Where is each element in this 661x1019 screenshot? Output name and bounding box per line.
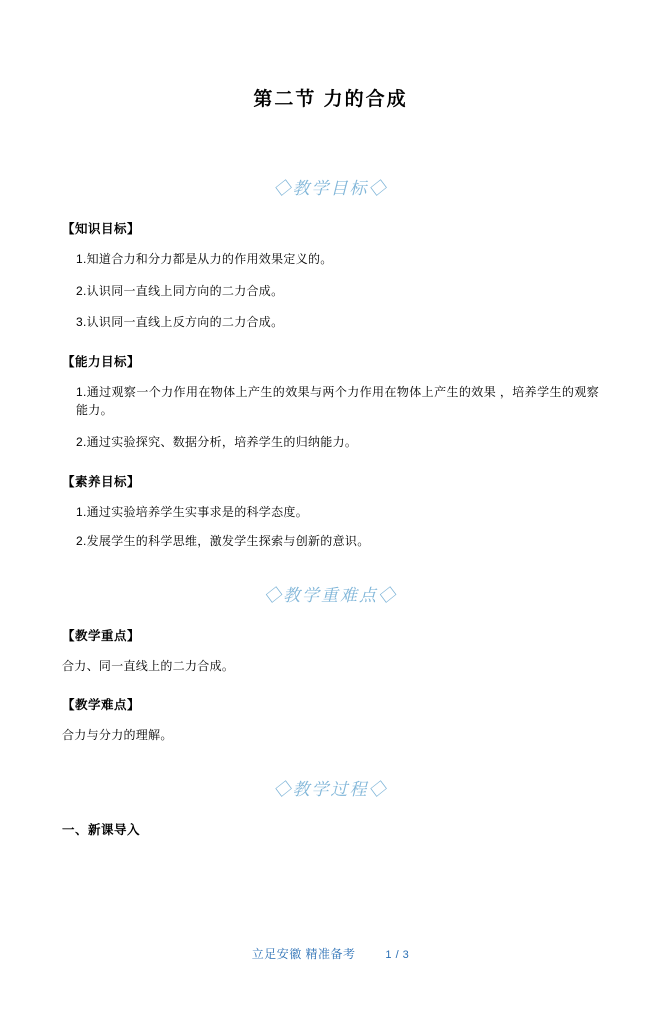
group-label-difficult-point: 【教学难点】 — [62, 698, 141, 713]
list-item: 3.认识同一直线上反方向的二力合成。 — [76, 315, 284, 330]
list-item: 1.通过实验培养学生实事求是的科学态度。 — [76, 504, 309, 519]
footer-text: 立足安徽 精准备考 — [251, 947, 356, 961]
group-label-literacy: 【素养目标】 — [62, 474, 141, 489]
list-item: 合力与分力的理解。 — [62, 728, 173, 743]
section-heading-objectives: ◇教学目标◇ — [273, 179, 388, 198]
section-heading-process: ◇教学过程◇ — [273, 779, 388, 799]
list-item: 2.发展学生的科学思维，激发学生探索与创新的意识。 — [76, 534, 370, 549]
list-item: 2.通过实验探究、数据分析，培养学生的归纳能力。 — [76, 434, 358, 449]
list-item: 2.认识同一直线上同方向的二力合成。 — [76, 283, 284, 298]
group-label-new-lesson-intro: 一、新课导入 — [62, 822, 141, 837]
list-item: 1.知道合力和分力都是从力的作用效果定义的。 — [76, 252, 333, 266]
page-number: 1 / 3 — [385, 949, 410, 961]
group-label-ability: 【能力目标】 — [62, 354, 141, 369]
page-footer — [0, 945, 661, 962]
section-heading-key-difficulties: ◇教学重难点◇ — [264, 585, 397, 605]
list-item: 1.通过观察一个力作用在物体上产生的效果与两个力作用在物体上产生的效果 ，培养学生的观察能力。 — [76, 384, 599, 418]
document-page — [0, 84, 661, 1019]
list-item: 合力、同一直线上的二力合成。 — [62, 658, 235, 673]
page-title: 第二节 力的合成 — [253, 89, 408, 110]
group-label-knowledge: 【知识目标】 — [62, 222, 141, 236]
group-label-key-point: 【教学重点】 — [62, 628, 141, 643]
